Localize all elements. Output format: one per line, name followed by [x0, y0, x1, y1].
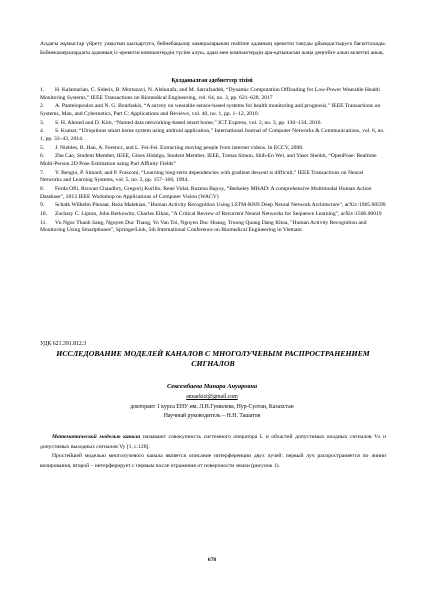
reference-item [40, 87, 386, 102]
udc-code: УДК 621.391.812.3 [40, 341, 87, 347]
reference-number: 1. [40, 87, 45, 93]
reference-number: 2. [40, 103, 45, 110]
reference-item [40, 128, 386, 143]
reference-item [40, 211, 386, 219]
reference-item [40, 202, 386, 210]
reference-text: J. Niebles, B. Han, A. Ferencz, and L. Fei-Fei. Extracting moving people from internet videos. In ECCV, 2008. [55, 144, 304, 151]
reference-number: 8. [40, 186, 45, 193]
intro-paragraph: Алдағы жұмыстар үйрету уақытын қысқартуға, бейнебақылау камераларынан realtime адамның әрекетін тануды ұйымдастыруға бағытталады. Бейнекамералардағы адамның іс-әрекетін компьютердің түсіне алуы, адам мен компьютердің ара-қатынасын жаңа деңгейге алып келетіні анық. [40, 41, 386, 57]
reference-text: Zhe Cao, Student Member, IEEE, Gines Hidalgo, Student Member, IEEE, Tomas Simon, Shih-En Wei, and Yaser Sheikh, “OpenPose: Realtime Multi-Person 2D Pose Estimation using Part Affinity Fields” [40, 153, 377, 167]
reference-text: S. H. Ahmed and D. Kim, “Named data networking-based smart home,” ICT Express, vol. 2, no. 3, pp. 130–134, 2016. [55, 119, 322, 126]
author-affiliation [0, 403, 424, 421]
body-paragraph [40, 433, 386, 452]
term-emphasis: Математической моделью канала [52, 434, 141, 440]
reference-number: 11. [40, 219, 47, 226]
reference-item [40, 120, 386, 128]
reference-text: Ferda Ofli, Rizwan Chaudhry, Gregorij Kurillo, René Vidal, Ruzena Bajcsy, “Berkeley MHAD: A comprehensive Multimodal Human Action Database”, 2013 IEEE Workshop on Applications of Computer Vision (WACV) [40, 186, 372, 200]
author-email[interactable]: anuarkizi@gmail.com [186, 394, 238, 400]
reference-item [40, 186, 386, 201]
reference-text: Vu Ngoc Thanh Sang, Nguyen Duc Thang, Vo Van Toi, Nguyen Duc Hoang, Truong Quang Dang Khoa, "Human Activity Recognition and Monitoring Using Smartphones", SpringerLink, 5th International Conference on Biomedical Engineering in Vietnam [40, 219, 367, 234]
reference-number: 4. [40, 128, 45, 135]
author-name: Сексембаева Манара Ануаровна [166, 383, 258, 390]
body-paragraph: Простейшей моделью многолучевого канала является описание интерференции двух лучей: первый луч распространяется по линии визирования, второй – интерферирует с первым после отражения от поверхности земли (рисунок 1). [40, 453, 386, 469]
reference-text: Schalk Wilhelm Pienaar, Reza Malekian, "Human Activity Recognition Using LSTM-RNN Deep Neural Network Architecture", arXiv:1905.00599 [55, 202, 386, 209]
reference-text: A. Pantelopoulos and N. G. Bourbakis, “A survey on wearable sensor-based systems for health monitoring and prognosis,” IEEE Transactions on Systems, Man, and Cybernetics, Part C: Applications and Reviews, vol. 40, no. 1, pp. 1–12, 2010. [40, 103, 381, 117]
reference-number: 3. [40, 119, 45, 126]
affiliation-line: докторант 1 курса ЕНУ им. Л.Н.Гумилева, Нур-Султан, Казахстан [130, 404, 294, 410]
reference-item [40, 103, 386, 118]
reference-text: H. Kalantarian, C. Sideris, B. Mortazavi, N. Alshurafa, and M. Sarrafzadeh, “Dynamic Computation Offloading for Low-Power Wearable Health Monitoring Systems,” IEEE Transactions on Biomedical Engineering, vol. 64, no. 3, pp. 621–628, 2017 [40, 87, 380, 101]
reference-text: Y. Bengio, P. Simard, and P. Frasconi, “Learning long-term dependencies with gradient descent is difficult,” IEEE Transactions on Neural Networks and Learning Systems, vol. 5, no. 2, pp. 157–166, 1994. [40, 169, 364, 184]
reference-number: 7. [40, 169, 45, 176]
reference-text: Zachary C. Lipton, John Berkowitz, Charles Elkan, "A Critical Review of Recurrent Neural Networks for Sequence Learning", arXiv:1506.00019 [55, 211, 382, 218]
page-number: 678 [207, 557, 217, 563]
references-list [40, 87, 386, 236]
reference-number: 5. [40, 144, 45, 151]
reference-number: 9. [40, 202, 45, 209]
paragraph-text: называют совокупность системного оператора L и областей допустимых входных сигналов Vs и допустимых выходных сигналов Vy [1, с.128]. [40, 434, 386, 450]
reference-text: S. Kumar, “Ubiquitous smart home system using android application,” International Journal of Computer Networks & Communications, vol. 6, no. 1, pp. 33–43, 2014. [40, 128, 385, 142]
reference-number: 6. [40, 153, 45, 160]
reference-number: 10. [40, 211, 47, 218]
reference-item [40, 153, 386, 168]
article-body [40, 433, 386, 471]
reference-item [40, 145, 386, 153]
article-title: ИССЛЕДОВАНИЕ МОДЕЛЕЙ КАНАЛОВ С МНОГОЛУЧЕВЫМ РАСПРОСТРАНЕНИЕМ СИГНАЛОВ [56, 349, 370, 368]
reference-item [40, 220, 386, 235]
supervisor-line: Научный руководитель – Н.Н. Ташатов [163, 413, 261, 419]
references-title: Қолданылған әдебиеттер тізімі [171, 78, 253, 84]
reference-item [40, 170, 386, 185]
